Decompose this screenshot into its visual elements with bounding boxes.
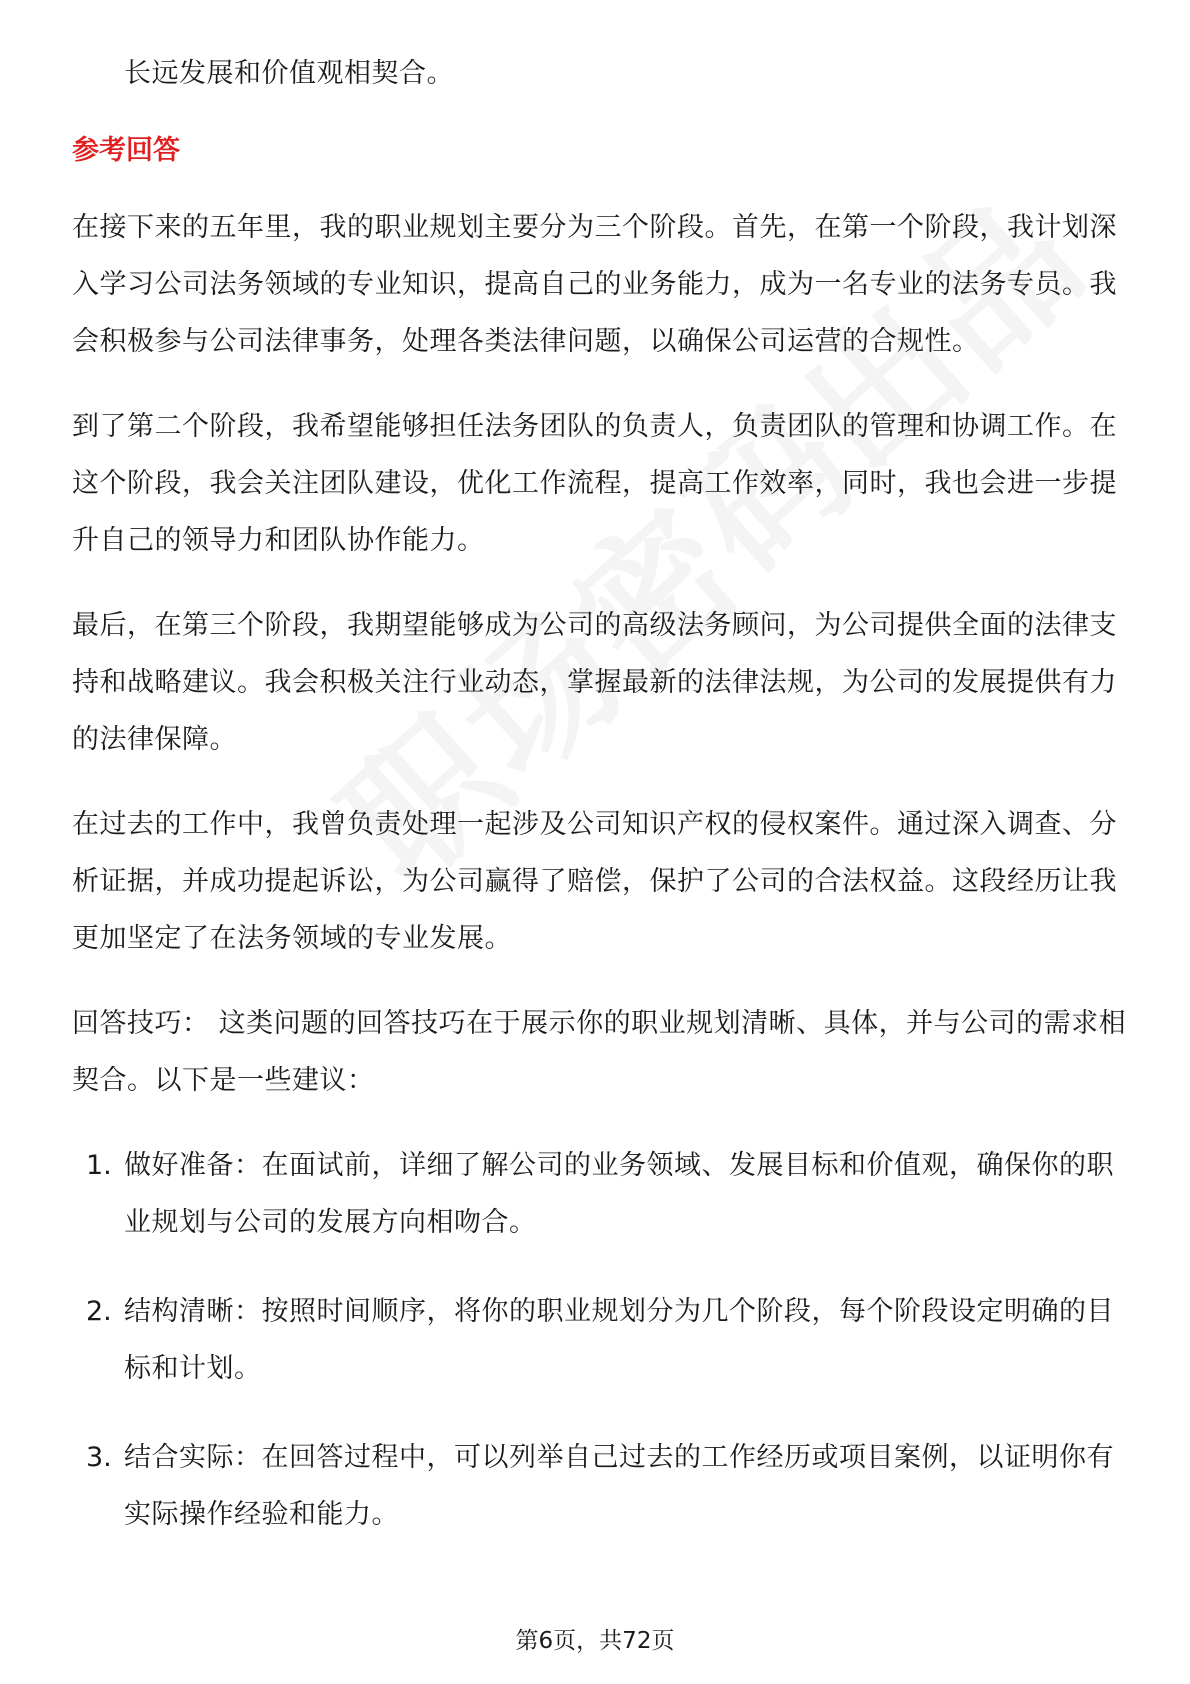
list-item — [72, 1429, 1130, 1543]
list-item-text: 结构清晰：按照时间顺序，将你的职业规划分为几个阶段，每个阶段设定明确的目标和计划。 — [124, 1296, 1114, 1384]
list-item — [72, 1283, 1130, 1397]
tips-list — [72, 1137, 1130, 1543]
list-item-text: 结合实际：在回答过程中，可以列举自己过去的工作经历或项目案例，以证明你有实际操作经验和能力。 — [124, 1442, 1114, 1530]
page-content — [72, 45, 1130, 1575]
list-item — [72, 1137, 1130, 1251]
answer-paragraph-3: 最后，在第三个阶段，我期望能够成为公司的高级法务顾问，为公司提供全面的法律支持和战略建议。我会积极关注行业动态，掌握最新的法律法规，为公司的发展提供有力的法律保障。 — [72, 610, 1117, 755]
list-number: 1. — [86, 1150, 112, 1181]
page-footer: 第6页，共72页 — [515, 1628, 675, 1654]
section-heading: 参考回答 — [72, 135, 180, 166]
list-number: 2. — [86, 1296, 112, 1327]
continued-text: 长远发展和价值观相契合。 — [124, 58, 454, 89]
answer-paragraph-2: 到了第二个阶段，我希望能够担任法务团队的负责人，负责团队的管理和协调工作。在这个阶段，我会关注团队建设，优化工作流程，提高工作效率，同时，我也会进一步提升自己的领导力和团队协作能力。 — [72, 411, 1117, 556]
experience-paragraph: 在过去的工作中，我曾负责处理一起涉及公司知识产权的侵权案件。通过深入调查、分析证据，并成功提起诉讼，为公司赢得了赔偿，保护了公司的合法权益。这段经历让我更加坚定了在法务领域的专业发展。 — [72, 809, 1117, 954]
list-number: 3. — [86, 1442, 112, 1473]
tips-intro-paragraph: 回答技巧： 这类问题的回答技巧在于展示你的职业规划清晰、具体，并与公司的需求相契合。以下是一些建议： — [72, 1008, 1127, 1096]
list-item-text: 做好准备：在面试前，详细了解公司的业务领域、发展目标和价值观，确保你的职业规划与公司的发展方向相吻合。 — [124, 1150, 1114, 1238]
answer-paragraph-1: 在接下来的五年里，我的职业规划主要分为三个阶段。首先，在第一个阶段，我计划深入学习公司法务领域的专业知识，提高自己的业务能力，成为一名专业的法务专员。我会积极参与公司法律事务，处理各类法律问题，以确保公司运营的合规性。 — [72, 212, 1117, 357]
